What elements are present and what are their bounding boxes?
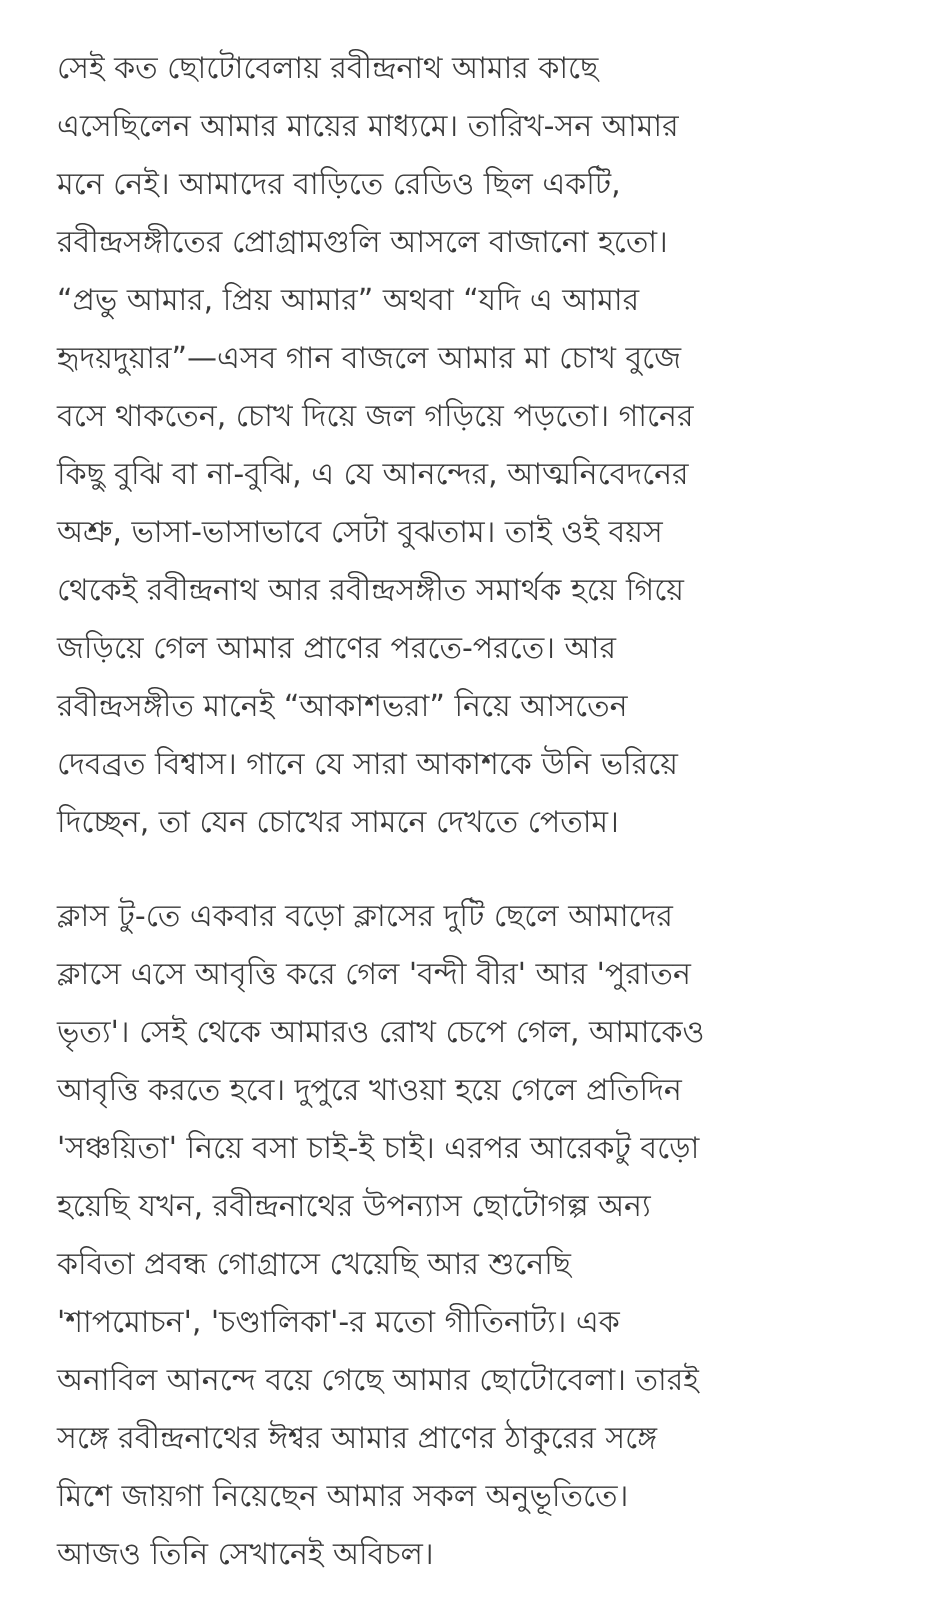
text-line: হয়েছি যখন, রবীন্দ্রনাথের উপন্যাস ছোটোগল্প অন্য (57, 1189, 651, 1224)
text-line: মিশে জায়গা নিয়েছেন আমার সকল অনুভূতিতে। (57, 1479, 629, 1514)
text-line: রবীন্দ্রসঙ্গীতের প্রোগ্রামগুলি আসলে বাজানো হতো। (57, 225, 668, 260)
text-line: সঙ্গে রবীন্দ্রনাথের ঈশ্বর আমার প্রাণের ঠাকুরের সঙ্গে (57, 1421, 658, 1456)
text-line: দিচ্ছেন, তা যেন চোখের সামনে দেখতে পেতাম। (57, 805, 619, 840)
paragraph-1 (57, 40, 896, 852)
text-line: ভৃত্য'। সেই থেকে আমারও রোখ চেপে গেল, আমাকেও (57, 1015, 705, 1050)
text-line: মনে নেই। আমাদের বাড়িতে রেডিও ছিল একটি, (57, 167, 621, 202)
text-line: অশ্রু, ভাসা-ভাসাভাবে সেটা বুঝতাম। তাই ওই বয়স (57, 515, 663, 550)
paragraph-2 (57, 888, 896, 1584)
text-line: জড়িয়ে গেল আমার প্রাণের পরতে-পরতে। আর (57, 631, 616, 666)
text-line: এসেছিলেন আমার মায়ের মাধ্যমে। তারিখ-সন আমার (57, 109, 679, 144)
text-line: 'শাপমোচন', 'চণ্ডালিকা'-র মতো গীতিনাট্য। এক (57, 1305, 620, 1340)
paragraph-spacer (57, 852, 896, 888)
text-line: 'সঞ্চয়িতা' নিয়ে বসা চাই-ই চাই। এরপর আরেকটু বড়ো (57, 1131, 700, 1166)
text-line: কবিতা প্রবন্ধ গোগ্রাসে খেয়েছি আর শুনেছি (57, 1247, 571, 1282)
text-line: আজও তিনি সেখানেই অবিচল। (57, 1537, 434, 1572)
text-line: ক্লাস টু-তে একবার বড়ো ক্লাসের দুটি ছেলে আমাদের (57, 899, 673, 934)
text-line: কিছু বুঝি বা না-বুঝি, এ যে আনন্দের, আত্মনিবেদনের (57, 457, 689, 492)
text-line: দেবব্রত বিশ্বাস। গানে যে সারা আকাশকে উনি ভরিয়ে (57, 747, 678, 782)
text-line: অনাবিল আনন্দে বয়ে গেছে আমার ছোটোবেলা। তারই (57, 1363, 699, 1398)
text-line: হৃদয়দুয়ার”—এসব গান বাজলে আমার মা চোখ বুজে (57, 341, 682, 376)
text-line: বসে থাকতেন, চোখ দিয়ে জল গড়িয়ে পড়তো। গানের (57, 399, 694, 434)
text-line: সেই কত ছোটোবেলায় রবীন্দ্রনাথ আমার কাছে (57, 51, 599, 86)
text-line: রবীন্দ্রসঙ্গীত মানেই “আকাশভরা” নিয়ে আসতেন (57, 689, 628, 724)
text-line: থেকেই রবীন্দ্রনাথ আর রবীন্দ্রসঙ্গীত সমার্থক হয়ে গিয়ে (57, 573, 684, 608)
text-line: ক্লাসে এসে আবৃত্তি করে গেল 'বন্দী বীর' আর 'পুরাতন (57, 957, 691, 992)
text-line: আবৃত্তি করতে হবে। দুপুরে খাওয়া হয়ে গেলে প্রতিদিন (57, 1073, 682, 1108)
text-line: “প্রভু আমার, প্রিয় আমার” অথবা “যদি এ আমার (57, 283, 640, 318)
